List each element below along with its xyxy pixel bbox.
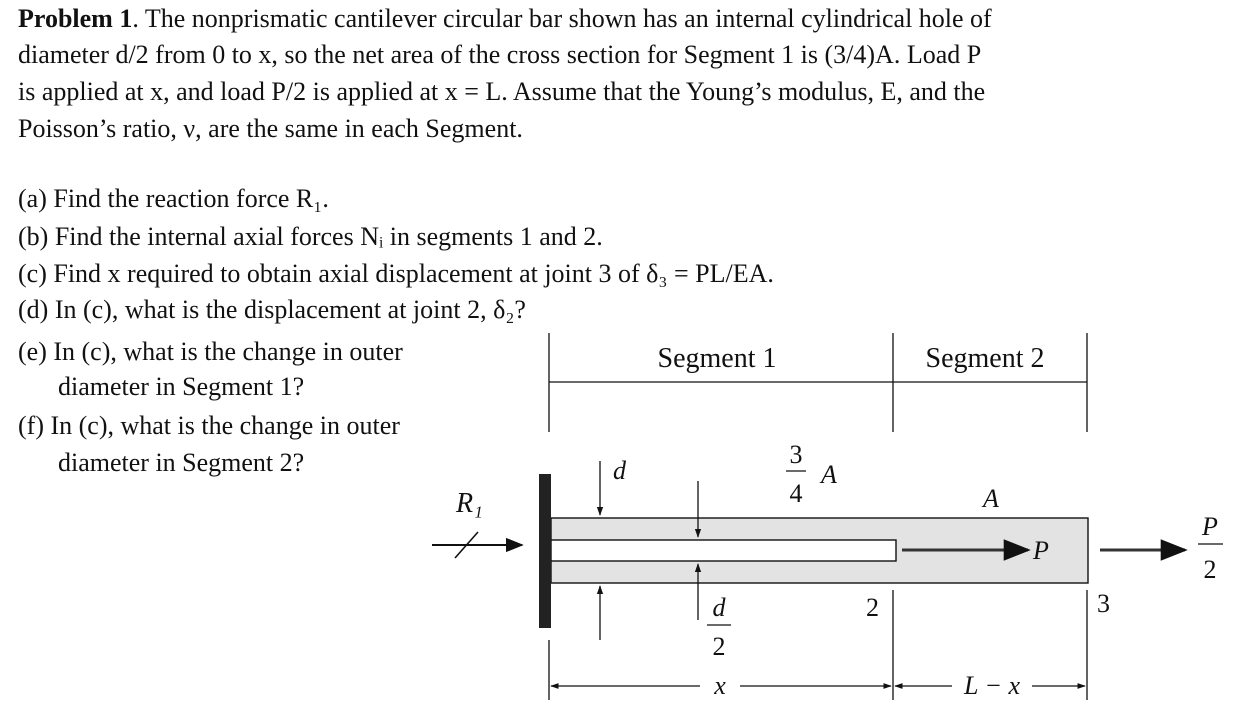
joint-3-label: 3 [1097,589,1110,618]
question-f-line1: (f) In (c), what is the change in outer [18,411,400,440]
reaction-label: R₁ [456,488,483,519]
question-e-line1: (e) In (c), what is the change in outer [18,337,403,366]
segment-2-area-label: A [983,484,999,513]
area-fraction-A: A [821,460,837,489]
problem-line-4: Poisson’s ratio, ν, are the same in each Segment. [18,114,523,143]
joint-2-label: 2 [866,593,879,622]
load-P-label: P [1033,536,1049,565]
outer-diameter-label: d [613,456,626,485]
segment-1-label: Segment 1 [657,343,777,374]
fixed-wall [539,474,551,628]
area-fraction-num: 3 [789,440,803,469]
problem-line-2: diameter d/2 from 0 to x, so the net area of the cross section for Segment 1 is (3/4)A. Load P [18,40,982,69]
segment-2-label: Segment 2 [925,343,1045,374]
area-fraction-den: 4 [789,479,803,508]
hole-diameter-den: 2 [712,632,726,661]
x-dim-label: x [714,671,726,700]
question-f-line2: diameter in Segment 2? [58,448,305,477]
hole-diameter-num: d [712,593,726,622]
question-a: (a) Find the reaction force R₁. [18,184,329,213]
question-b: (b) Find the internal axial forces Nᵢ in segments 1 and 2. [18,222,603,251]
question-c: (c) Find x required to obtain axial displacement at joint 3 of δ₃ = PL/EA. [18,259,774,288]
Lx-dim-label: L − x [963,671,1021,700]
load-P2-num: P [1202,512,1218,541]
question-d: (d) In (c), what is the displacement at joint 2, δ₂? [18,295,526,324]
problem-line-3: is applied at x, and load P/2 is applied at x = L. Assume that the Young’s modulus, E, and the [18,77,986,106]
load-P2-den: 2 [1203,555,1217,584]
internal-hole [551,540,896,561]
problem-line-1-text: . The nonprismatic cantilever circular bar shown has an internal cylindrical hole of [132,4,992,33]
question-e-line2: diameter in Segment 1? [58,372,305,401]
problem-title: Problem 1 [18,4,133,33]
